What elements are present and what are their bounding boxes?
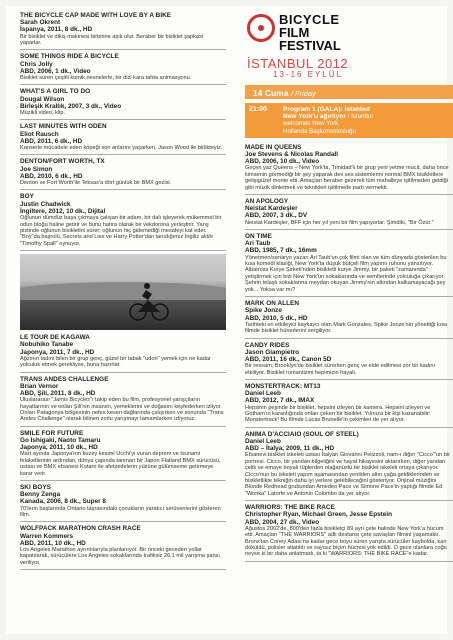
divider [245,194,453,195]
film-entry [20,12,226,46]
film-title: MONSTERTRACK: MT13 [245,382,321,390]
divider [245,229,453,230]
film-info: ABD, 2004, 27 dk., Video [245,518,320,526]
film-info: ABD – İtalya, 2009, 11 dk., HD [245,445,335,453]
divider [245,379,453,380]
film-description: 70'lerin başlarında Ontario taşrasındaki çocukların yaratıcı serüvenlerini gösteren film. [20,505,221,519]
film-title: WOLFPACK MARATHON CRASH RACE [20,525,141,533]
film-title: LAST MINUTES WITH ODEN [20,123,107,131]
bicycle-wheel-icon [247,14,275,42]
divider [245,561,453,562]
film-description: Ağustos 2002'de, 800'den fazla bisikletçi 89 ayrı çete halinde New York'a hücum etti. Amaçları "THE WARRIORS" adlı destansı çete savaşları filmini yaşamaktı. Bronx'tan Coney Adası'na kadar gece boyu süren yarışta sürücüler kaybolda, kan döküldü, polisler atlatıldı ve sayısız biçim hücresi yok edildi. O gece olanlara coğu neyse ki bir daha anlatmadı, ta ki "WARRIORS: THE BIKE RACE"e kadar. [245,525,447,558]
film-description: Los Angeles Marathon ayrıntılarıyla planlanıyor. Bir önceki geceden yollar kapatılarak, sürücülere Los Angeles sokaklarında trafiksiz 26.1 mil yarışma şansı veriliyor. [20,547,220,566]
film-info: ABD, 2006, 1 dk., Video [20,67,91,75]
film-description: Denton ve Fort Worth'ile Teksas'a dört günlük bir BMX gezisi. [20,180,172,187]
program-time: 21:00 [249,106,267,113]
film-description: Oğlunun dümdüz başa çıkmaya çalışan bir adam, bir dalı işleyerek mükemmel bir odun bloğu haline getirir ve bunu hatıra olarak bir vekdorona yerleştirir. Yarış pistinde oğlunun bisikletini sürer; oğlunun hiç gidemediği mesafeyi kat eder. "Boy"da başrolü, Secrets and Lies ve Harry Potter'dan tanıdığımız İngiliz aktör "Timothy Spall" oynuyor. [20,215,222,247]
film-info: ABD, 2007, 3 dk., DV [245,212,308,220]
film-director: Eliot Rausch [20,130,59,138]
film-info: ABD, 1985, 7 dk., 16mm [245,247,317,255]
film-info: ABD, 2006, 10 dk., Video [245,158,320,166]
film-info: ABD, 2010, 6 dk., HD [20,172,83,180]
film-director: Justin Chadwick [20,200,71,208]
film-entry [245,431,453,497]
divider [245,338,453,339]
film-info: ABD, 2012, 7 dk., IMAX [245,397,315,405]
film-title: DENTON/FORT WORTH, TX [20,158,105,166]
film-director: Chris Jolly [20,60,53,68]
film-director: Neistat Kardeşler [245,205,298,213]
film-director: Daniel Leeb [245,390,281,398]
film-director: Jason Giampietro [245,348,299,356]
film-info: ABD, Şili, 2011, 8 dk., HD [20,389,96,397]
day-tr: 14 Cuma [253,88,289,98]
film-info: ABD, 2011, 6 dk., HD [20,137,83,145]
film-entry [245,300,453,334]
film-title: CANDY RIDES [245,341,290,349]
film-title: BOY [20,193,34,201]
logo-line3: FESTIVAL [279,38,341,53]
film-director: Joe Simon [20,165,53,173]
film-director: Brian Vernor [20,382,59,390]
program-line4: Hollanda Başkonsolosluğu [283,127,356,135]
logo-dates: 13-16 EYLÜL [273,70,344,79]
divider [20,250,226,251]
film-entry [245,342,453,376]
film-director: Joe Stevens & Nicolas Randall [245,151,339,159]
film-description: Bir bisiklet ve dikiş makinesi birbirine aşık olur. Beraber bir bisiklet şapkası yaparlar. [20,33,204,47]
film-description: Efsanevi bisiklet iskeleti ustası İtalyan Giovanni Pelizzoli, nam-ı diğer "Cicco"'un bir portresi. Cicco, bir yandan bilgeliğini ve hayat hikayesini aktarırken, diğer yandan çelik ve emaye boyalı tüplerden olağanüstü bir bisiklet iskeleti ortaya çıkarıyor. Cicco'nun bu iskeleti yapım aşamasından yenilden altın çağa geldiklerinden ve bisikletlikte tekniğin daha iyi yerlere gelebileceğini gösteriyor. Orijinal müziğini Blonde Redhead grubundan Amedeo Pace ve Simone Pace'in yaptığı filmde Ed "Wonka" Latorfe ve Antonio Colombo da yer alıyor. [245,452,450,497]
film-title: WHAT'S A GIRL TO DO [20,88,91,96]
film-entry [20,430,226,477]
film-director: Go Ishigaki, Naoto Tamaru [20,436,101,444]
program-line2: New York'u ağırlıyor [283,113,346,121]
film-title: THE BICYCLE CAP MADE WITH LOVE BY A BIKE [20,12,172,19]
film-description: Bir ressam, Brooklyn'de bisiklet sürerken genç ve elde edilmesi zor bir kadını etkiliyor. Bisiklet romantizmi hepimizin hayali. [245,363,436,376]
film-entry [20,53,226,81]
divider [20,569,226,570]
divider [20,372,226,373]
divider [245,500,453,501]
film-info: İngiltere, 2012, 10 dk., Dijital [20,207,106,215]
film-entry [20,158,226,186]
film-title: SOME THINGS RIDE A BICYCLE [20,53,119,61]
logo-city: İSTANBUL 2012 [247,56,349,71]
film-description: Kanserle mücadele eden köpeği son anlarını yaşarken, Jason Wood ile birlikteyiz. [20,145,223,152]
film-entry [20,376,226,423]
film-entry [20,484,226,518]
film-entry [20,88,226,116]
film-title: MADE IN QUEENS [245,143,302,151]
film-director: Daniel Leeb [245,437,281,445]
program-title: Program 1 (GALA): İstanbul [283,106,370,113]
right-column [245,12,453,565]
film-info: ABD, 2011, 10 dk., HD [20,539,86,547]
divider [245,427,453,428]
film-entry [20,193,226,247]
film-description: Bisiklet süren çeşitli komik nesnelerle, bir dizi kara tahta animasyonu. [20,75,192,82]
film-director: Ari Taub [245,240,271,248]
program-page [6,6,450,634]
film-entry [245,383,453,424]
film-director: Christopher Ryan, Michael Green, Jesse Epstein [245,511,393,519]
film-list-right [245,144,453,562]
film-director: Spike Jonze [245,307,282,315]
film-director: Warren Kommers [20,532,74,540]
film-entry [245,233,453,293]
program-block [245,103,453,138]
cyclist-photo [20,254,226,330]
logo-line1: BICYCLE [279,12,340,27]
divider [20,189,226,190]
film-title: TRANS ANDES CHALLENGE [20,375,109,383]
film-description: Tarihteki en etkileyici kaykaycı olan Mark Gonzales, Spike Jonze'nin yönettiği kısa filmde bisiklet hünerlerini sergiliyor. [245,321,448,335]
film-title: SMILE FOR FUTURE [20,429,84,437]
film-description: Müzikli video, klip. [20,110,66,117]
divider [20,521,226,522]
film-description: Hepsinin peşinde bir bisiklet, hepsini izleyen bir kamera. Hepsini izleyen ve Gotham'ın karanlığında onları çeken bir bisiklet. Yılınıza bir kişi kazanabilir: Monstertrack! Bu filmde Lucas Brunelle'in çekimleri de yer alıyor. [245,404,431,424]
divider [245,296,453,297]
film-director: Benny Zenga [20,491,61,499]
film-info: Kanada, 2006, 8 dk., Super 8 [20,498,106,506]
film-title: ON TIME [245,233,272,241]
film-description: Geçen yaz Queens – New York'ta, Trinidad'lı bir grup yeni yetme mucit, daha önce kimsenin görmediği bir şey yaparak dev ses sistemlerini normal BMX bisikletlere gelişigüzel monte etti. Amaçları beraber gezerek tüm mahalleye işitilmeden geldiği gibi müzik dinletmek ve teknikleri işitilmede parti vermekti. [245,165,449,191]
film-info: Japonya, 2011, 10 dk., HD [20,444,98,452]
film-title: WARRIORS: THE BIKE RACE [245,504,335,512]
film-description: Neistat Kardeşler, BFF için her yıl yeni bir film yapıyorlar. Şimdiki, "Bir Özür." [245,219,434,226]
film-entry [20,525,226,566]
film-description: Mart ayında Japonya'nın kuzey kesimi Ucchi'yi vuran deprem ve tsunami felaketlerinin ardından, dünya çapında tanınan bir Japon Flatland BMX sürücüsü, ustası ve BMX efsanesi Kotaro ile afetzedelerin yüzüne gülümseme getirmeye karar verir. [20,451,221,477]
film-description: Uluslararası "Jamis Bicycles"ı takip eden bu film, profesyonel yarışçıların hayatlarının ve onları Şili'nin insanını, yemeklerini ve doğasını keşfederken izliyor. Onları Patagonya bölgesinin nefes kesen dağlarında çalışırken ve sonunda "Trans Andes Challenge" olarak bilinen zorlu yarışmayı tamamlarken izliyoruz. [20,397,224,423]
film-director: Sarah Okrent [20,19,61,27]
program-line2-en: / Istanbul [347,113,373,121]
divider [20,480,226,481]
film-description: Yönetmen/senaryo yazarı Ari Taub'un çok filmi olan ve tüm dünyada gösterilen bu kısa komedi klasiği, New York'ta düşük bütçeli film yapımı ruhunu yansıtıyor. Albatross Kurye Şirketi'nden bisikletli kurye Jimmy, bir paketi "zamanında" yetiştirmek için bizi New York'un sokaklarında ve semtlerinde yolculuğa çıkarıyor. Şehrin telaşlı sokaklarına meydan okuyan Jimmy'nin altından kalkamayacağı şey yok... Yoksa var mı? [245,254,447,293]
logo-line2: FILM [279,25,310,40]
film-info: ABD, 2010, 5 dk., HD [245,314,308,322]
film-info: Japonya, 2011, 7 dk., HD [20,348,95,356]
film-title: AN APOLOGY [245,198,289,206]
festival-logo [245,12,453,82]
film-description: Ağzının tadını bilen bir grup genç, güzel bir tabak "udon" yemek için ne kadar yolculuk etmek gerekliyse, buna hazırlar. [20,355,211,369]
film-entry [245,504,453,558]
film-list-top [20,12,226,251]
film-director: Nobuhiko Tanabe [20,341,74,349]
film-director: Dougal Wilson [20,95,65,103]
film-entry [245,198,453,226]
film-entry [20,123,226,151]
left-column [20,12,226,573]
program-line3: welcomes New York [283,120,339,128]
film-list-bottom [20,334,226,570]
divider [20,119,226,120]
divider [20,84,226,85]
divider [20,426,226,427]
film-title: ANIMA D'ACCIAIO (SOUL OF STEEL) [245,430,359,438]
film-entry [245,144,453,191]
film-title: LE TOUR DE KAGAWA [20,334,90,342]
divider [20,154,226,155]
film-info: İspanya, 2011, 8 dk., HD [20,26,93,34]
film-title: MARK ON ALLEN [245,300,300,308]
film-entry [20,334,226,368]
film-title: SKI BOYS [20,484,51,492]
day-header [245,85,453,99]
day-en: / Friday [290,89,316,98]
film-info: ABD, 2011, 16 dk., Canon 5D [245,355,332,363]
film-info: Birleşik Krallık, 2007, 3 dk., Video [20,102,122,110]
divider [20,49,226,50]
